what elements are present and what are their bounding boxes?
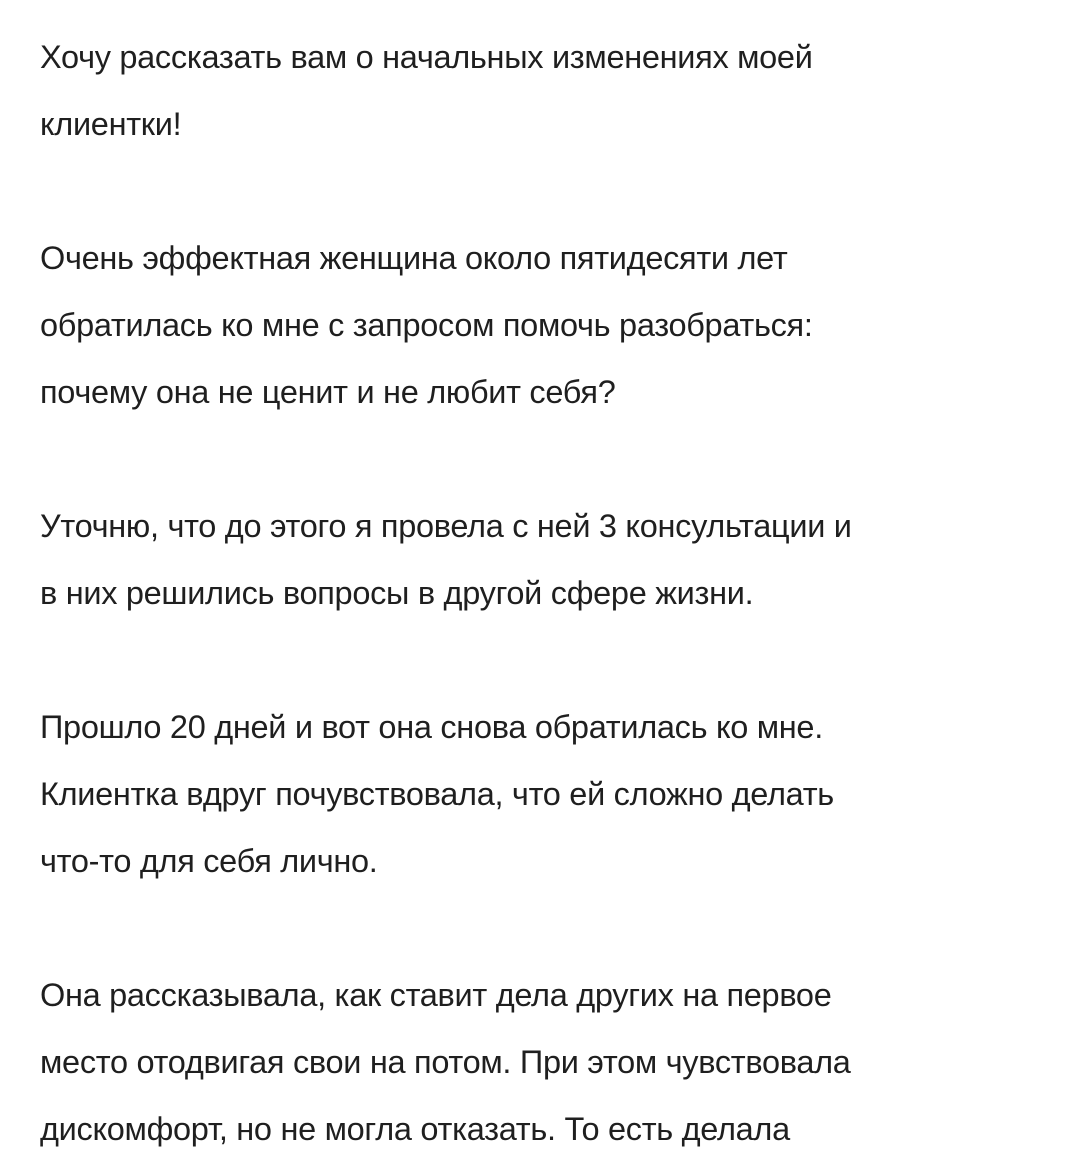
text-line: дискомфорт, но не могла отказать. То есть делала <box>40 1111 790 1147</box>
paragraph-gap <box>40 158 1037 225</box>
text-line: Прошло 20 дней и вот она снова обратилась ко мне. <box>40 709 823 745</box>
text-line: Уточню, что до этого я провела с ней 3 консультации и <box>40 508 852 544</box>
paragraph-consultations <box>40 493 1037 627</box>
text-line: Хочу рассказать вам о начальных изменениях моей <box>40 39 813 75</box>
text-line: Клиентка вдруг почувствовала, что ей сложно делать <box>40 776 834 812</box>
paragraph-gap <box>40 426 1037 493</box>
paragraph-intro <box>40 24 1037 158</box>
text-line: что-то для себя лично. <box>40 843 378 879</box>
text-line: почему она не ценит и не любит себя? <box>40 374 616 410</box>
text-line: Очень эффектная женщина около пятидесяти лет <box>40 240 788 276</box>
paragraph-request <box>40 225 1037 426</box>
text-line: Она рассказывала, как ставит дела других на первое <box>40 977 832 1013</box>
paragraph-gap <box>40 627 1037 694</box>
paragraph-gap <box>40 895 1037 962</box>
text-line: в них решились вопросы в другой сфере жизни. <box>40 575 754 611</box>
text-line: место отодвигая свои на потом. При этом чувствовала <box>40 1044 851 1080</box>
text-line: клиентки! <box>40 106 182 142</box>
text-line: обратилась ко мне с запросом помочь разобраться: <box>40 307 813 343</box>
paragraph-priorities <box>40 962 1037 1163</box>
paragraph-twenty-days <box>40 694 1037 895</box>
